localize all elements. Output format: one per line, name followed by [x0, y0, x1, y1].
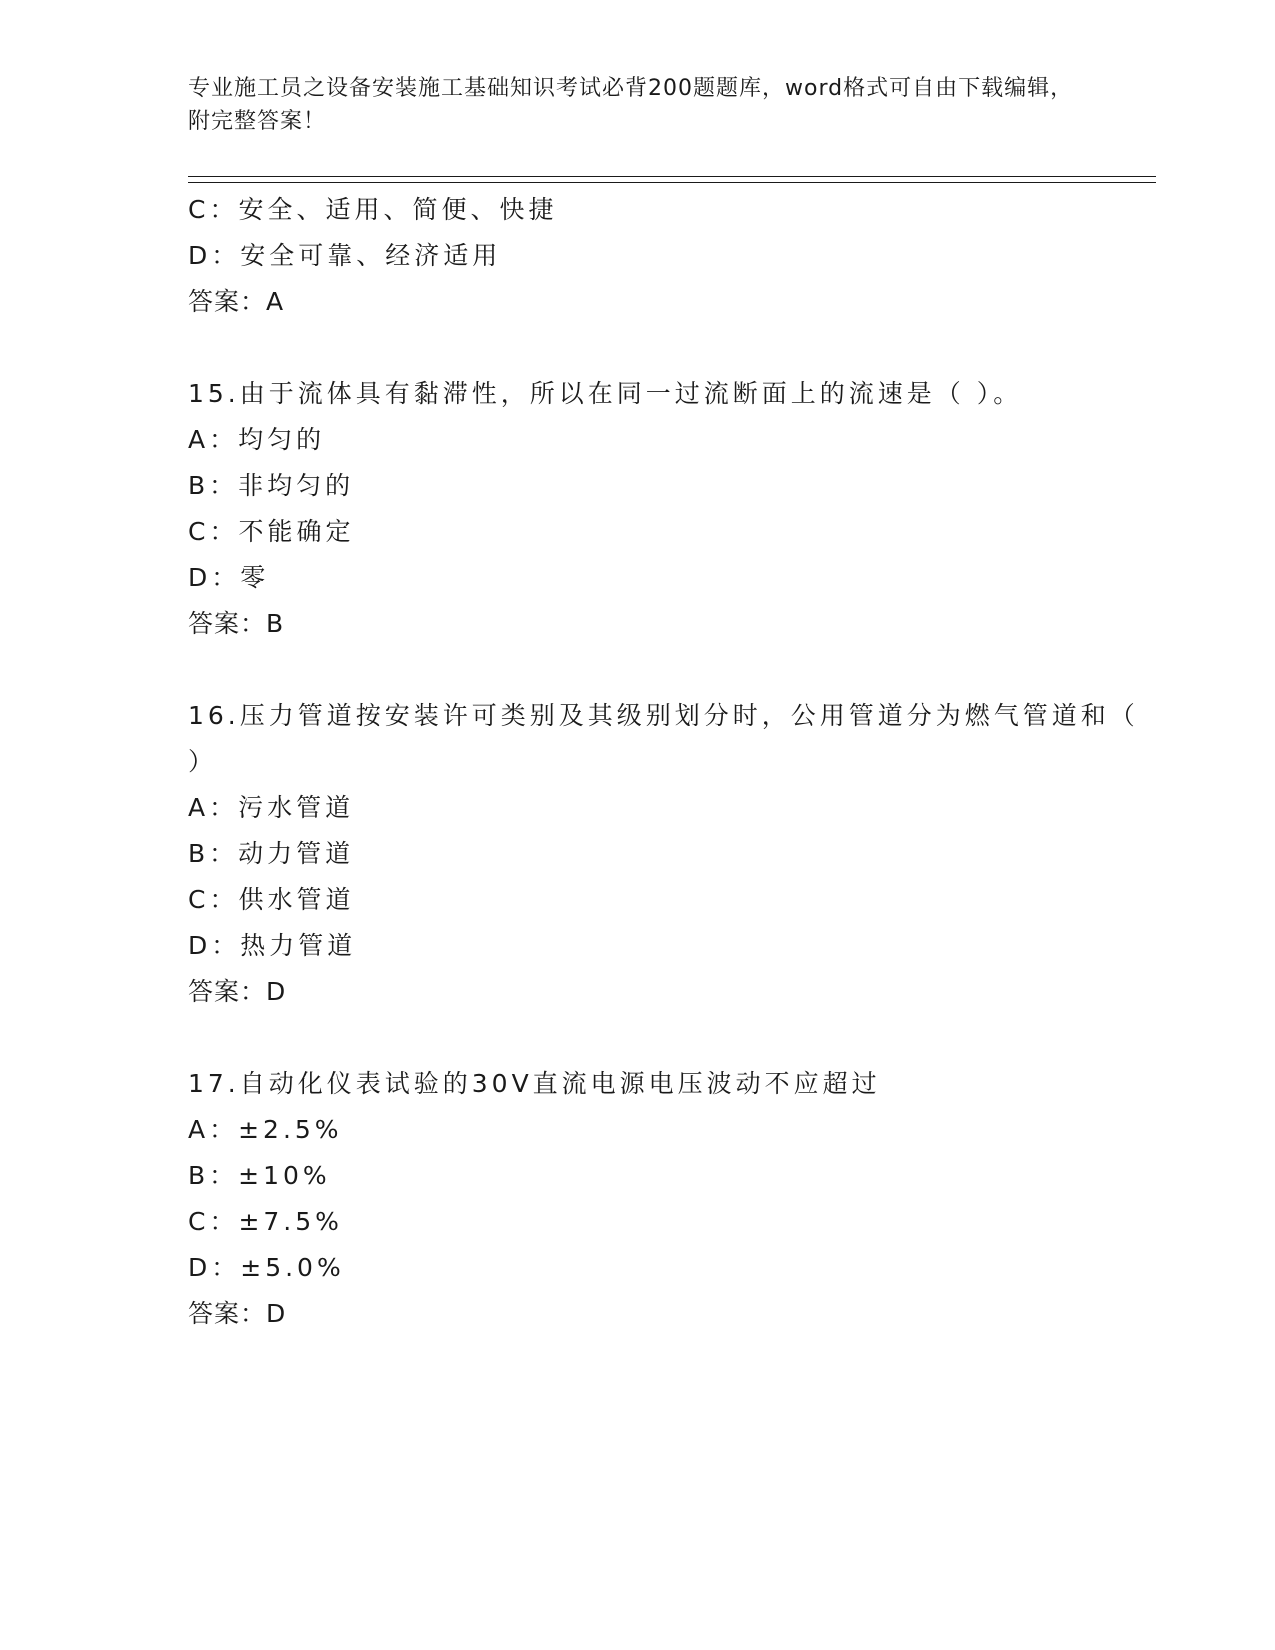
answer: 答案：B: [188, 609, 285, 638]
question-block-17: [188, 1061, 1148, 1337]
answer: 答案：D: [188, 977, 287, 1006]
option-c: C：±7.5%: [188, 1207, 343, 1236]
option-c: C：安全、适用、简便、快捷: [188, 195, 558, 224]
question-block-16: [188, 693, 1148, 1015]
question-block-15: [188, 371, 1148, 647]
option-c: C：供水管道: [188, 885, 355, 914]
option-c: C：不能确定: [188, 517, 355, 546]
option-a: A：均匀的: [188, 425, 326, 454]
question-text: 16.压力管道按安装许可类别及其级别划分时，公用管道分为燃气管道和（ ）: [188, 701, 1139, 776]
answer: 答案：D: [188, 1299, 287, 1328]
answer: 答案：A: [188, 287, 285, 316]
option-d: D：安全可靠、经济适用: [188, 241, 502, 270]
header-rule-bottom: [188, 182, 1156, 183]
spacer: [188, 1015, 1148, 1061]
document-header: 专业施工员之设备安装施工基础知识考试必背200题题库，word格式可自由下载编辑，附完整答案！: [188, 76, 1074, 134]
question-block-14: [188, 187, 1148, 325]
spacer: [188, 325, 1148, 371]
option-b: B：非均匀的: [188, 471, 355, 500]
option-a: A：污水管道: [188, 793, 355, 822]
question-list: [188, 187, 1148, 1337]
option-d: D：±5.0%: [188, 1253, 345, 1282]
option-b: B：动力管道: [188, 839, 355, 868]
option-d: D：零: [188, 563, 270, 592]
option-d: D：热力管道: [188, 931, 357, 960]
option-a: A：±2.5%: [188, 1115, 343, 1144]
question-text: 17.自动化仪表试验的30V直流电源电压波动不应超过: [188, 1069, 881, 1098]
question-text: 15.由于流体具有黏滞性，所以在同一过流断面上的流速是（ ）。: [188, 379, 1023, 408]
header-rule-top: [188, 176, 1156, 177]
spacer: [188, 647, 1148, 693]
option-b: B：±10%: [188, 1161, 331, 1190]
